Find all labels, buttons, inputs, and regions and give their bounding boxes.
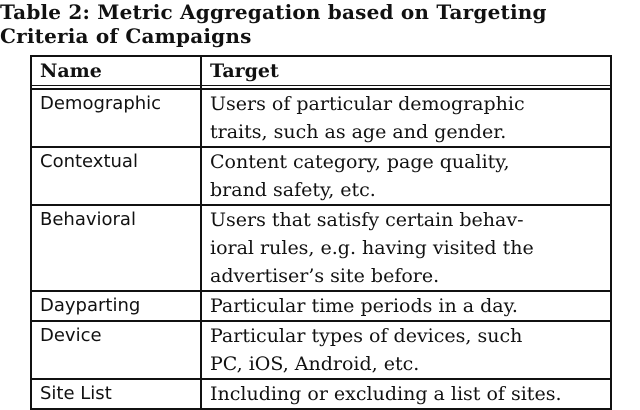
cell-target <box>201 291 611 321</box>
target-line: PC, iOS, Android, etc. <box>210 353 420 375</box>
cell-target <box>201 147 611 205</box>
cell-target <box>201 321 611 379</box>
cell-target <box>201 205 611 291</box>
target-line: advertiser’s site before. <box>210 265 440 287</box>
target-line: Content category, page quality, <box>210 151 510 173</box>
header-target: Target <box>201 56 611 86</box>
table-row <box>31 291 611 321</box>
table-row <box>31 147 611 205</box>
table-row <box>31 321 611 379</box>
cell-name: Contextual <box>31 147 201 205</box>
target-line: Including or excluding a list of sites. <box>210 383 562 405</box>
cell-target <box>201 379 611 409</box>
table-row <box>31 205 611 291</box>
cell-name: Behavioral <box>31 205 201 291</box>
cell-name: Device <box>31 321 201 379</box>
cell-name: Demographic <box>31 89 201 147</box>
target-line: Particular time periods in a day. <box>210 295 518 317</box>
target-line: traits, such as age and gender. <box>210 121 507 143</box>
cell-name: Site List <box>31 379 201 409</box>
target-line: Users that satisfy certain behav- <box>210 209 524 231</box>
target-line: brand safety, etc. <box>210 179 376 201</box>
cell-target <box>201 89 611 147</box>
table-row <box>31 89 611 147</box>
caption-line-2: Criteria of Campaigns <box>0 24 252 48</box>
targeting-table-container <box>30 55 610 410</box>
cell-name: Dayparting <box>31 291 201 321</box>
table-header-row <box>31 56 611 86</box>
targeting-criteria-table <box>30 55 612 410</box>
caption-line-1: Table 2: Metric Aggregation based on Targeting <box>0 0 547 24</box>
table-caption <box>0 0 640 48</box>
header-name: Name <box>31 56 201 86</box>
target-line: ioral rules, e.g. having visited the <box>210 237 534 259</box>
target-line: Users of particular demographic <box>210 93 525 115</box>
target-line: Particular types of devices, such <box>210 325 523 347</box>
table-row <box>31 379 611 409</box>
